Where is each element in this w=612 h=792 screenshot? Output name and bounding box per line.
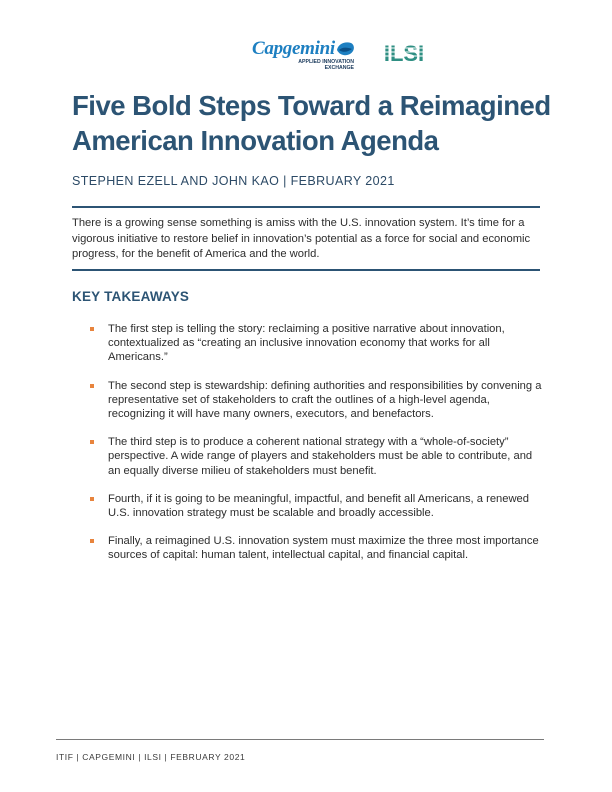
svg-text:ILSI: ILSI [383,42,425,64]
bullet-icon [90,440,94,444]
takeaway-text: Fourth, if it is going to be meaningful, impactful, and benefit all Americans, a renewed U.S. innovation strategy must be scalable and broadly accessible. [108,492,530,520]
key-takeaways-list [90,322,545,563]
bullet-icon [90,539,94,543]
header-logos [0,38,612,78]
page-footer: ITIF | CAPGEMINI | ILSI | FEBRUARY 2021 [56,752,246,762]
capgemini-logo [252,38,362,78]
bullet-icon [90,497,94,501]
takeaway-item [90,322,545,365]
bullet-icon [90,384,94,388]
takeaway-text: The third step is to produce a coherent national strategy with a “whole-of-society” perspective. A wide range of players and stakeholders must be able to contribute, and an equally diverse milieu of stakeholders must benefit. [108,436,533,477]
byline: STEPHEN EZELL AND JOHN KAO | FEBRUARY 2021 [72,174,395,188]
takeaway-item [90,492,545,520]
bullet-icon [90,327,94,331]
document-title: Five Bold Steps Toward a Reimagined American Innovation Agenda [72,90,551,156]
takeaway-text: The first step is telling the story: reclaiming a positive narrative about innovation, contextualized as “creating an inclusive innovation economy that works for all Americans.” [108,323,505,364]
capgemini-spade-icon [336,41,356,57]
takeaway-item [90,379,545,422]
summary-top-rule [72,206,540,208]
ilsi-logo [381,42,427,64]
summary-paragraph: There is a growing sense something is amiss with the U.S. innovation system. It’s time for a vigorous initiative to restore belief in innovation’s potential as a force for social and economic progress, for the benefit of America and the world. [72,217,531,260]
takeaway-item [90,435,545,478]
summary-bottom-rule [72,269,540,271]
takeaway-text: Finally, a reimagined U.S. innovation system must maximize the three most importance sources of capital: human talent, intellectual capital, and financial capital. [108,535,539,562]
footer-rule [56,739,544,740]
takeaway-item [90,534,545,562]
capgemini-subtitle: APPLIED INNOVATION EXCHANGE [298,59,354,71]
key-takeaways-heading: KEY TAKEAWAYS [72,289,190,304]
takeaway-text: The second step is stewardship: defining authorities and responsibilities by convening a representative set of stakeholders to craft the outlines of a high-level agenda, recognizing it will have many owners, executors, and benefactors. [108,379,542,421]
capgemini-wordmark: Capgemini [252,38,335,59]
